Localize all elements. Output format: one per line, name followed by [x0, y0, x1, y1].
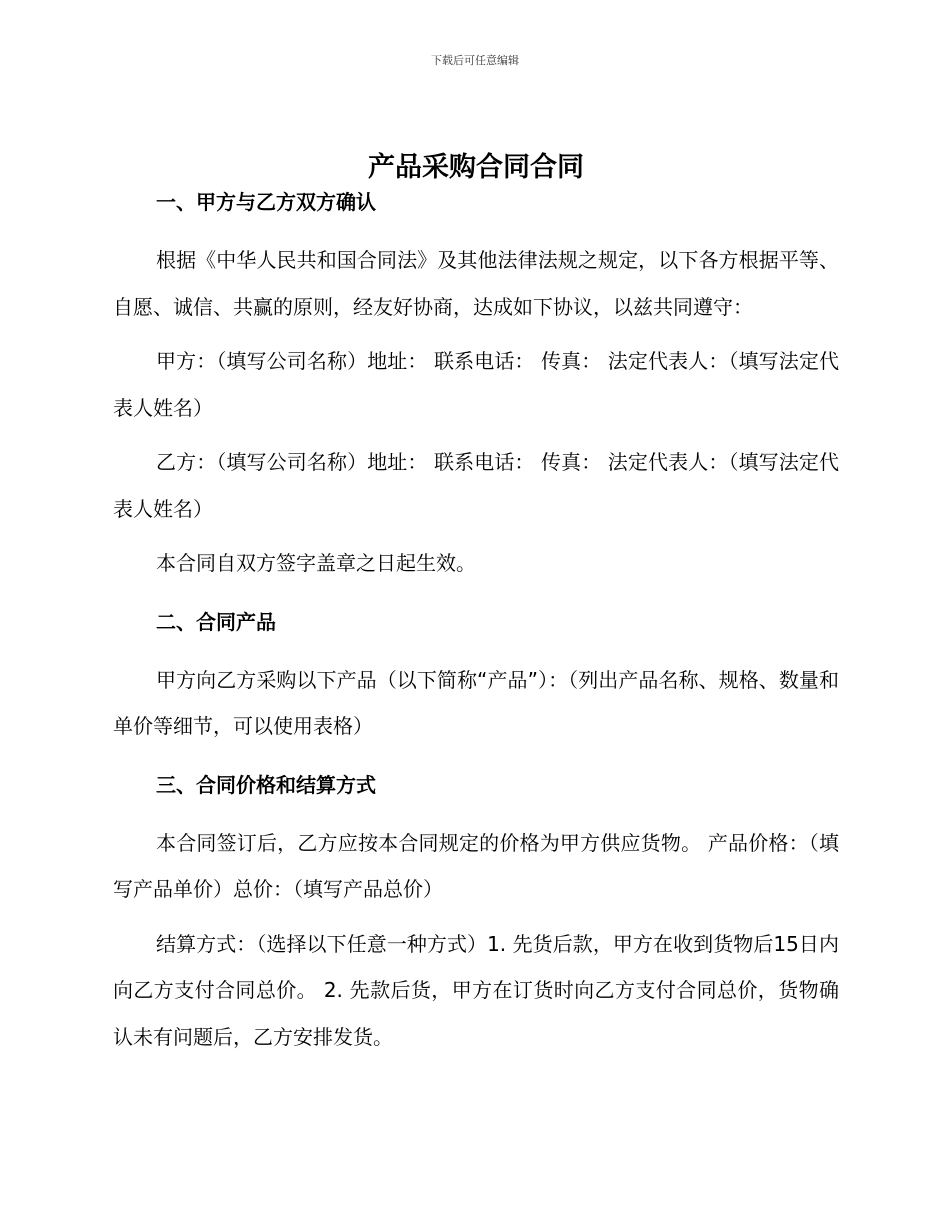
- paragraph-party-b: 乙方：（填写公司名称）地址： 联系电话： 传真： 法定代表人：（填写法定代表人姓名）: [113, 450, 839, 521]
- spacer: [113, 913, 839, 921]
- paragraph-intro: 根据《中华人民共和国合同法》及其他法律法规之规定，以下各方根据平等、自愿、诚信、共赢的原则，经友好协商，达成如下协议，以兹共同遵守：: [113, 248, 839, 319]
- spacer: [113, 797, 839, 820]
- document-title: 产品采购合同合同: [368, 152, 584, 183]
- paragraph-settlement: 结算方式：（选择以下任意一种方式）1. 先货后款，甲方在收到货物后15日内向乙方支付合同总价。 2. 先款后货，甲方在订货时向乙方支付合同总价，货物确认未有问题后，乙方安排发货。: [113, 931, 839, 1049]
- section-heading-price: 三、合同价格和结算方式: [156, 772, 376, 797]
- spacer: [113, 634, 839, 657]
- spacer: [113, 431, 839, 439]
- spacer: [113, 750, 839, 773]
- paragraph-effective: 本合同自双方签字盖章之日起生效。: [156, 551, 476, 575]
- spacer: [113, 532, 839, 540]
- spacer: [113, 330, 839, 338]
- paragraph-party-a: 甲方：（填写公司名称）地址： 联系电话： 传真： 法定代表人：（填写法定代表人姓名）: [113, 349, 839, 420]
- paragraph-products: 甲方向乙方采购以下产品（以下简称“产品”）：（列出产品名称、规格、数量和单价等细节，可以使用表格）: [113, 667, 839, 738]
- paragraph-price: 本合同签订后，乙方应按本合同规定的价格为甲方供应货物。 产品价格：（填写产品单价）总价：（填写产品总价）: [113, 830, 839, 901]
- spacer: [113, 587, 839, 610]
- page-header-note: 下载后可任意编辑: [431, 54, 519, 67]
- section-heading-parties: 一、甲方与乙方双方确认: [156, 190, 376, 214]
- spacer: [113, 214, 839, 237]
- document-body: [113, 146, 839, 1060]
- section-heading-products: 二、合同产品: [156, 609, 276, 634]
